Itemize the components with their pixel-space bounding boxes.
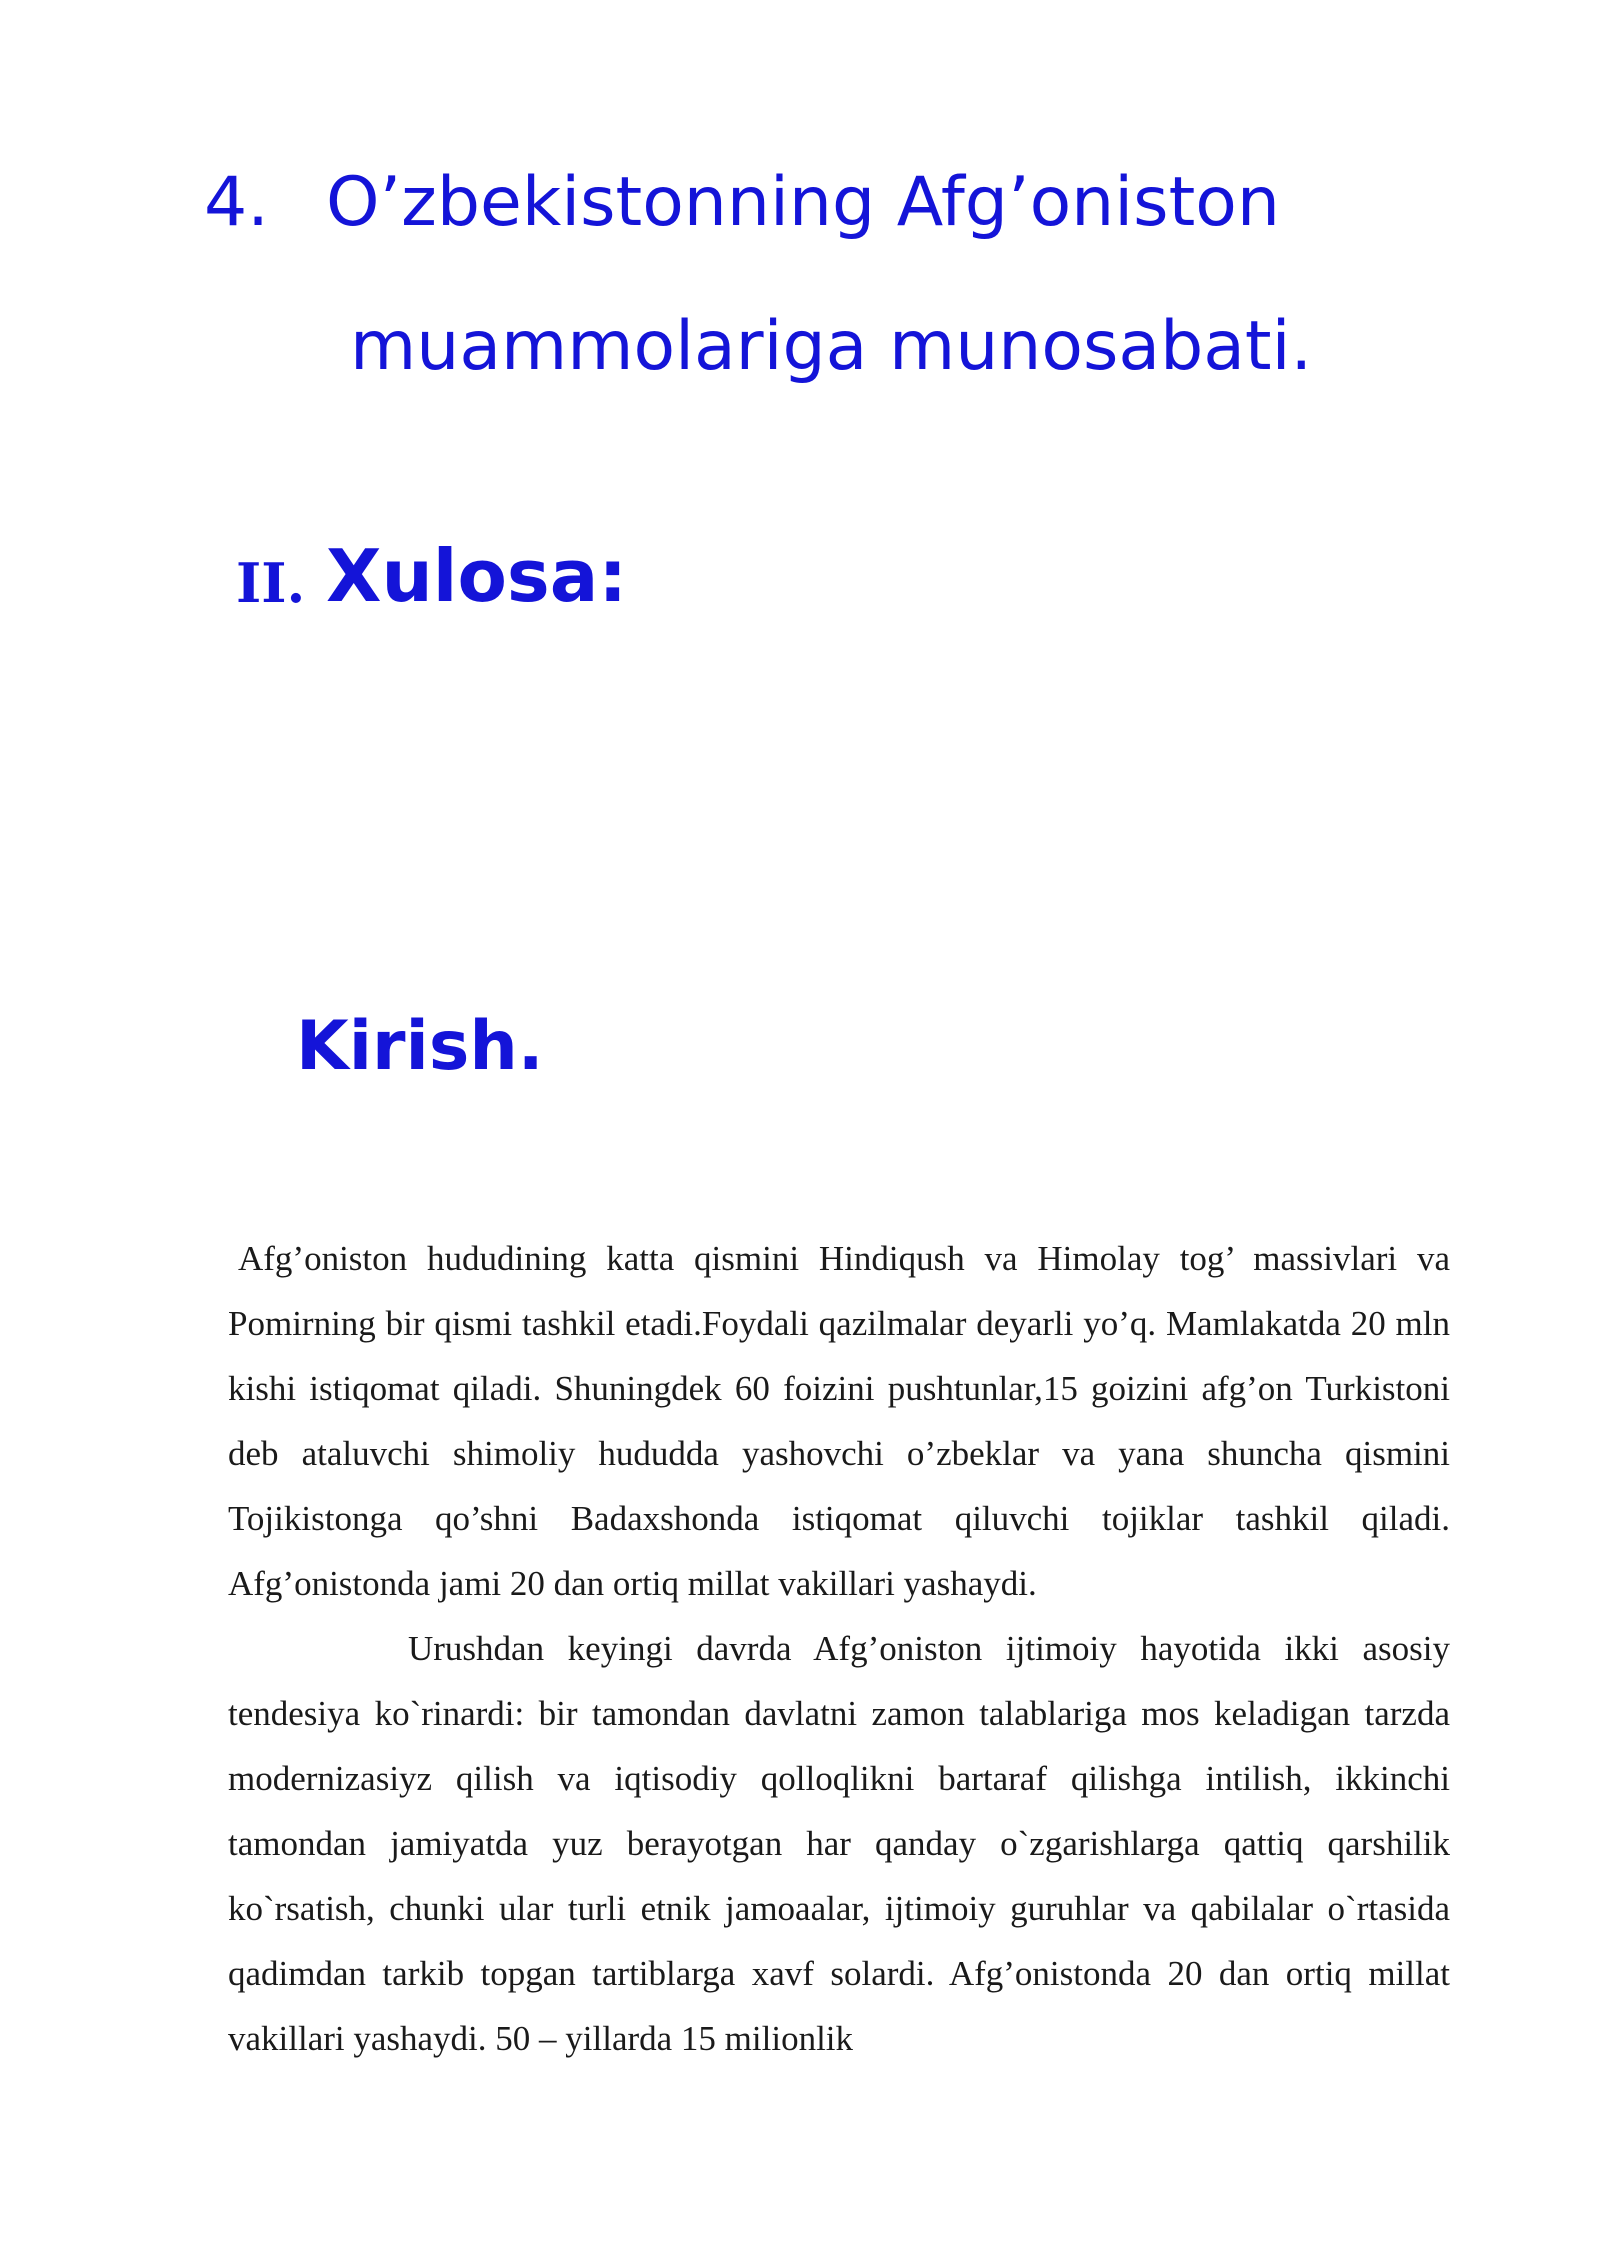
toc-item-title-line2: muammolariga munosabati. bbox=[350, 307, 1313, 386]
paragraph-2: Urushdan keyingi davrda Afg’oniston ijtimoiy hayotida ikki asosiy tendesiya ko`rinardi: bir tamondan davlatni zamon talablariga mos keladigan tarzda modernizasiyz qilish va iqtisodiy qolloqlikni bartaraf qilishga intilish, ikkinchi tamondan jamiyatda yuz berayotgan har qanday o`zgarishlarga qattiq qarshilik ko`rsatish, chunki ular turli etnik jamoaalar, ijtimoiy guruhlar va qabilalar o`rtasida qadimdan tarkib topgan tartiblarga xavf solardi. Afg’onistonda 20 dan ortiq millat vakillari yashaydi. 50 – yillarda 15 milionlik bbox=[228, 1629, 1450, 2058]
paragraph-1: Afg’oniston hududining katta qismini Hindiqush va Himolay tog’ massivlari va Pomirning bir qismi tashkil etadi.Foydali qazilmalar deyarli yo’q. Mamlakatda 20 mln kishi istiqomat qiladi. Shuningdek 60 foizini pushtunlar,15 goizini afg’on Turkistoni deb ataluvchi shimoliy hududda yashovchi o’zbeklar va yana shuncha qismini Tojikistonga qo’shni Badaxshonda istiqomat qiluvchi tojiklar tashkil qiladi. Afg’onistonda jami 20 dan ortiq millat vakillari yashaydi. bbox=[228, 1239, 1450, 1603]
section-title: Xulosa: bbox=[326, 534, 628, 618]
section-roman-numeral: II. bbox=[236, 551, 306, 615]
introduction-heading: Kirish. bbox=[296, 1007, 544, 1086]
toc-item-title-line1: O’zbekistonning Afg’oniston bbox=[326, 163, 1280, 242]
toc-item-number: 4. bbox=[204, 163, 269, 242]
